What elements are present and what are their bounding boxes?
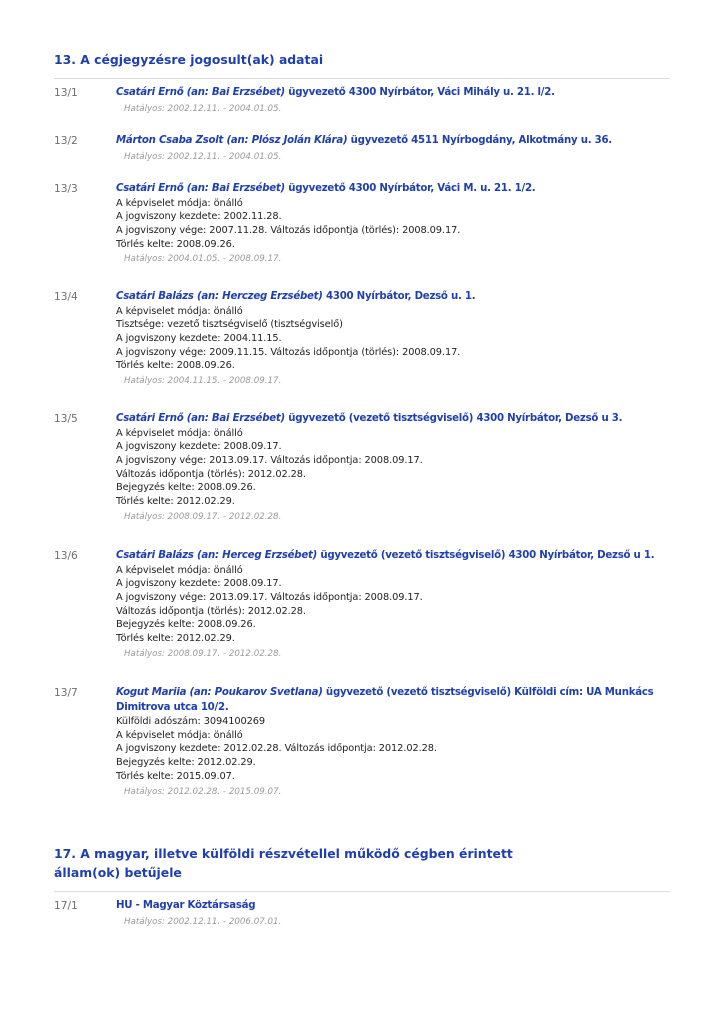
entry-body	[116, 549, 662, 661]
entry-detail-line: A jogviszony vége: 2013.09.17. Változás időpontja: 2008.09.17.	[116, 591, 423, 603]
entry-body	[116, 134, 662, 164]
entry-detail-line: A jogviszony vége: 2007.11.28. Változás időpontja (törlés): 2008.09.17.	[116, 224, 461, 236]
person-name: Csatári Ernő (an: Bai Erzsébet)	[116, 87, 285, 98]
entry-detail-line: A jogviszony vége: 2013.09.17. Változás időpontja: 2008.09.17.	[116, 454, 423, 466]
section-title-line-1: 17. A magyar, illetve külföldi részvétellel működő cégben érintett	[54, 846, 513, 861]
entry-number: 13/7	[54, 687, 78, 699]
entry-number: 17/1	[54, 900, 78, 912]
country-code: HU - Magyar Köztársaság	[116, 900, 256, 911]
entry-heading	[116, 899, 662, 914]
entry-detail-line: Bejegyzés kelte: 2008.09.26.	[116, 482, 256, 494]
validity-period: Hatályos: 2002.12.11. - 2004.01.05.	[124, 151, 282, 162]
entry-body	[116, 686, 662, 799]
section-title	[54, 844, 670, 892]
entry-heading	[116, 134, 662, 149]
entry-detail-line: A jogviszony kezdete: 2002.11.28.	[116, 211, 282, 223]
entry-details: ügyvezető 4300 Nyírbátor, Váci M. u. 21. 1/2.	[284, 183, 536, 194]
entry-detail-line: Bejegyzés kelte: 2012.02.29.	[116, 757, 256, 769]
entry-heading	[116, 86, 662, 101]
validity-period: Hatályos: 2004.11.15. - 2008.09.17.	[124, 376, 282, 387]
section-title	[54, 50, 670, 79]
entry-detail-line: Külföldi adószám: 3094100269	[116, 716, 266, 727]
entry-number: 13/2	[54, 135, 78, 147]
entry-detail-line: Törlés kelte: 2012.02.29.	[116, 633, 235, 645]
entry-number: 13/3	[54, 183, 78, 195]
entry-body	[116, 182, 662, 266]
person-name: Csatári Ernő (an: Bai Erzsébet)	[116, 183, 285, 194]
validity-period: Hatályos: 2008.09.17. - 2012.02.28.	[124, 648, 282, 659]
entry-details: ügyvezető (vezető tisztségviselő) Külföldi cím: UA Munkács Dimitrova utca 10/2.	[116, 687, 654, 713]
entry-detail-line: Törlés kelte: 2008.09.26.	[116, 238, 235, 250]
person-name: Márton Csaba Zsolt (an: Plósz Jolán Klára)	[116, 135, 348, 146]
entry-details: ügyvezető 4300 Nyírbátor, Váci Mihály u. 21. l/2.	[284, 87, 555, 98]
validity-period: Hatályos: 2012.02.28. - 2015.09.07.	[124, 786, 282, 797]
entry-heading	[116, 686, 662, 715]
section-title-line-2: állam(ok) betűjele	[54, 865, 182, 880]
person-name: Csatári Ernő (an: Bai Erzsébet)	[116, 413, 285, 424]
validity-period: Hatályos: 2008.09.17. - 2012.02.28.	[124, 511, 282, 522]
entry-number: 13/6	[54, 550, 78, 562]
section-17	[54, 844, 670, 892]
validity-period: Hatályos: 2004.01.05. - 2008.09.17.	[124, 254, 282, 265]
entry-detail-line: Törlés kelte: 2015.09.07.	[116, 770, 235, 782]
entry-detail-line: Törlés kelte: 2012.02.29.	[116, 496, 235, 508]
entry-body	[116, 86, 662, 116]
entry-number: 13/1	[54, 87, 78, 99]
entry-details: ügyvezető 4511 Nyírbogdány, Alkotmány u. 36.	[347, 135, 612, 146]
entry-detail-line: A jogviszony kezdete: 2004.11.15.	[116, 332, 282, 344]
entry-details: 4300 Nyírbátor, Dezső u. 1.	[322, 291, 476, 302]
entry-detail-line: Törlés kelte: 2008.09.26.	[116, 360, 235, 372]
entry-detail-line: Változás időpontja (törlés): 2012.02.28.	[116, 605, 306, 617]
entry-heading	[116, 412, 662, 427]
section-title-text: 13. A cégjegyzésre jogosult(ak) adatai	[54, 52, 324, 67]
entry-number: 13/5	[54, 413, 78, 425]
entry-body	[116, 290, 662, 388]
entry-heading	[116, 182, 662, 197]
entry-details: ügyvezető (vezető tisztségviselő) 4300 Nyírbátor, Dezső u 3.	[284, 413, 623, 424]
entry-detail-line: A képviselet módja: önálló	[116, 729, 243, 741]
entry-detail-line: A képviselet módja: önálló	[116, 564, 243, 576]
entry-body	[116, 412, 662, 524]
validity-period: Hatályos: 2002.12.11. - 2004.01.05.	[124, 103, 282, 114]
entry-detail-line: A jogviszony kezdete: 2008.09.17.	[116, 441, 282, 453]
entry-heading	[116, 290, 662, 305]
person-name: Kogut Mariia (an: Poukarov Svetlana)	[116, 687, 323, 698]
entry-number: 13/4	[54, 291, 78, 303]
entry-detail-line: A jogviszony vége: 2009.11.15. Változás időpontja (törlés): 2008.09.17.	[116, 346, 461, 358]
validity-period: Hatályos: 2002.12.11. - 2006.07.01.	[124, 916, 282, 927]
entry-heading	[116, 549, 662, 564]
entry-detail-line: A képviselet módja: önálló	[116, 305, 243, 317]
entry-detail-line: Változás időpontja (törlés): 2012.02.28.	[116, 468, 306, 480]
person-name: Csatári Balázs (an: Herceg Erzsébet)	[116, 550, 318, 561]
entry-detail-line: A képviselet módja: önálló	[116, 427, 243, 439]
entry-body	[116, 899, 662, 929]
entry-detail-line: A jogviszony kezdete: 2008.09.17.	[116, 578, 282, 590]
section-13	[54, 50, 670, 79]
entry-detail-line: Bejegyzés kelte: 2008.09.26.	[116, 619, 256, 631]
entry-detail-line: A képviselet módja: önálló	[116, 197, 243, 209]
entry-details: ügyvezető (vezető tisztségviselő) 4300 Nyírbátor, Dezső u 1.	[317, 550, 655, 561]
entry-detail-line: A jogviszony kezdete: 2012.02.28. Változás időpontja: 2012.02.28.	[116, 743, 437, 755]
person-name: Csatári Balázs (an: Herczeg Erzsébet)	[116, 291, 323, 302]
entry-detail-line: Tisztsége: vezető tisztségviselő (tisztségviselő)	[116, 319, 343, 331]
